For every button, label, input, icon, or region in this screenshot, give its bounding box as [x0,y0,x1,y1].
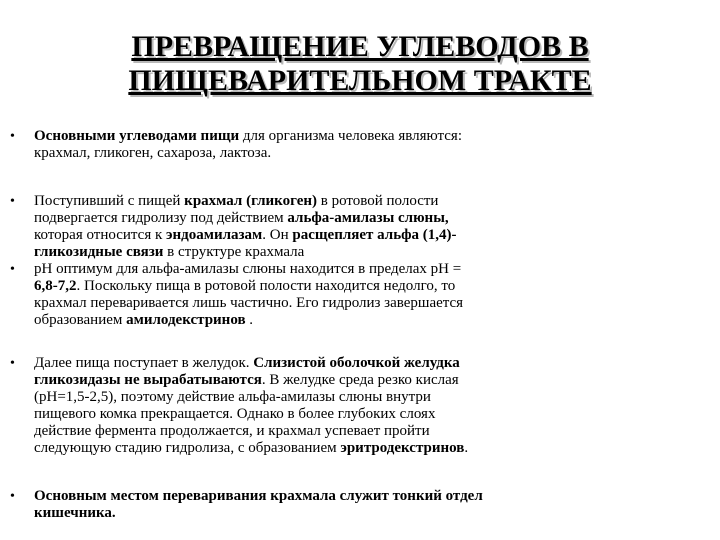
bullet-text-2: Поступивший с пищей крахмал (гликоген) в ротовой полости подвергается гидролизу под действием альфа-амилазы слюны, которая относится к эндоамилазам. Он расщепляет альфа (1,4)- гликозидные связи в структуре крахмала [34,193,457,260]
bold-phrase: Основными углеводами пищи [34,128,240,144]
bullet-text-4: Далее пища поступает в желудок. Слизистой оболочкой желудка гликозидазы не вырабатываются. В желудке среда резко кислая (рН=1,5-2,5), поэтому действие альфа-амилазы слюны внутри пищевого комка прекращается. Однако в более глубоких слоях действие фермента продолжается, и крахмал успевает пройти следующую стадию гидролиза, с образованием эритродекстринов. [34,355,469,456]
bullet-text-5: Основным местом переваривания крахмала служит тонкий отдел кишечника. [34,488,483,521]
slide-title [60,30,660,98]
bullet-icon: • [10,129,15,144]
bullet-icon: • [10,194,15,209]
bullet-text-1: Основными углеводами пищи для организма человека являются: крахмал, гликоген, сахароза, лактоза. [34,128,462,161]
bullet-text-3: рН оптимум для альфа-амилазы слюны находится в пределах рН = 6,8-7,2. Поскольку пища в ротовой полости находится недолго, то крахмал переваривается лишь частично. Его гидролиз завершается образованием амилодекстринов . [34,261,464,328]
bullet-icon: • [10,356,15,371]
bullet-icon: • [10,489,15,504]
bullet-icon: • [10,262,15,277]
slide-title-line-1: ПРЕВРАЩЕНИЕ УГЛЕВОДОВ В [131,30,589,63]
slide-title-line-2: ПИЩЕВАРИТЕЛЬНОМ ТРАКТЕ [128,64,592,97]
